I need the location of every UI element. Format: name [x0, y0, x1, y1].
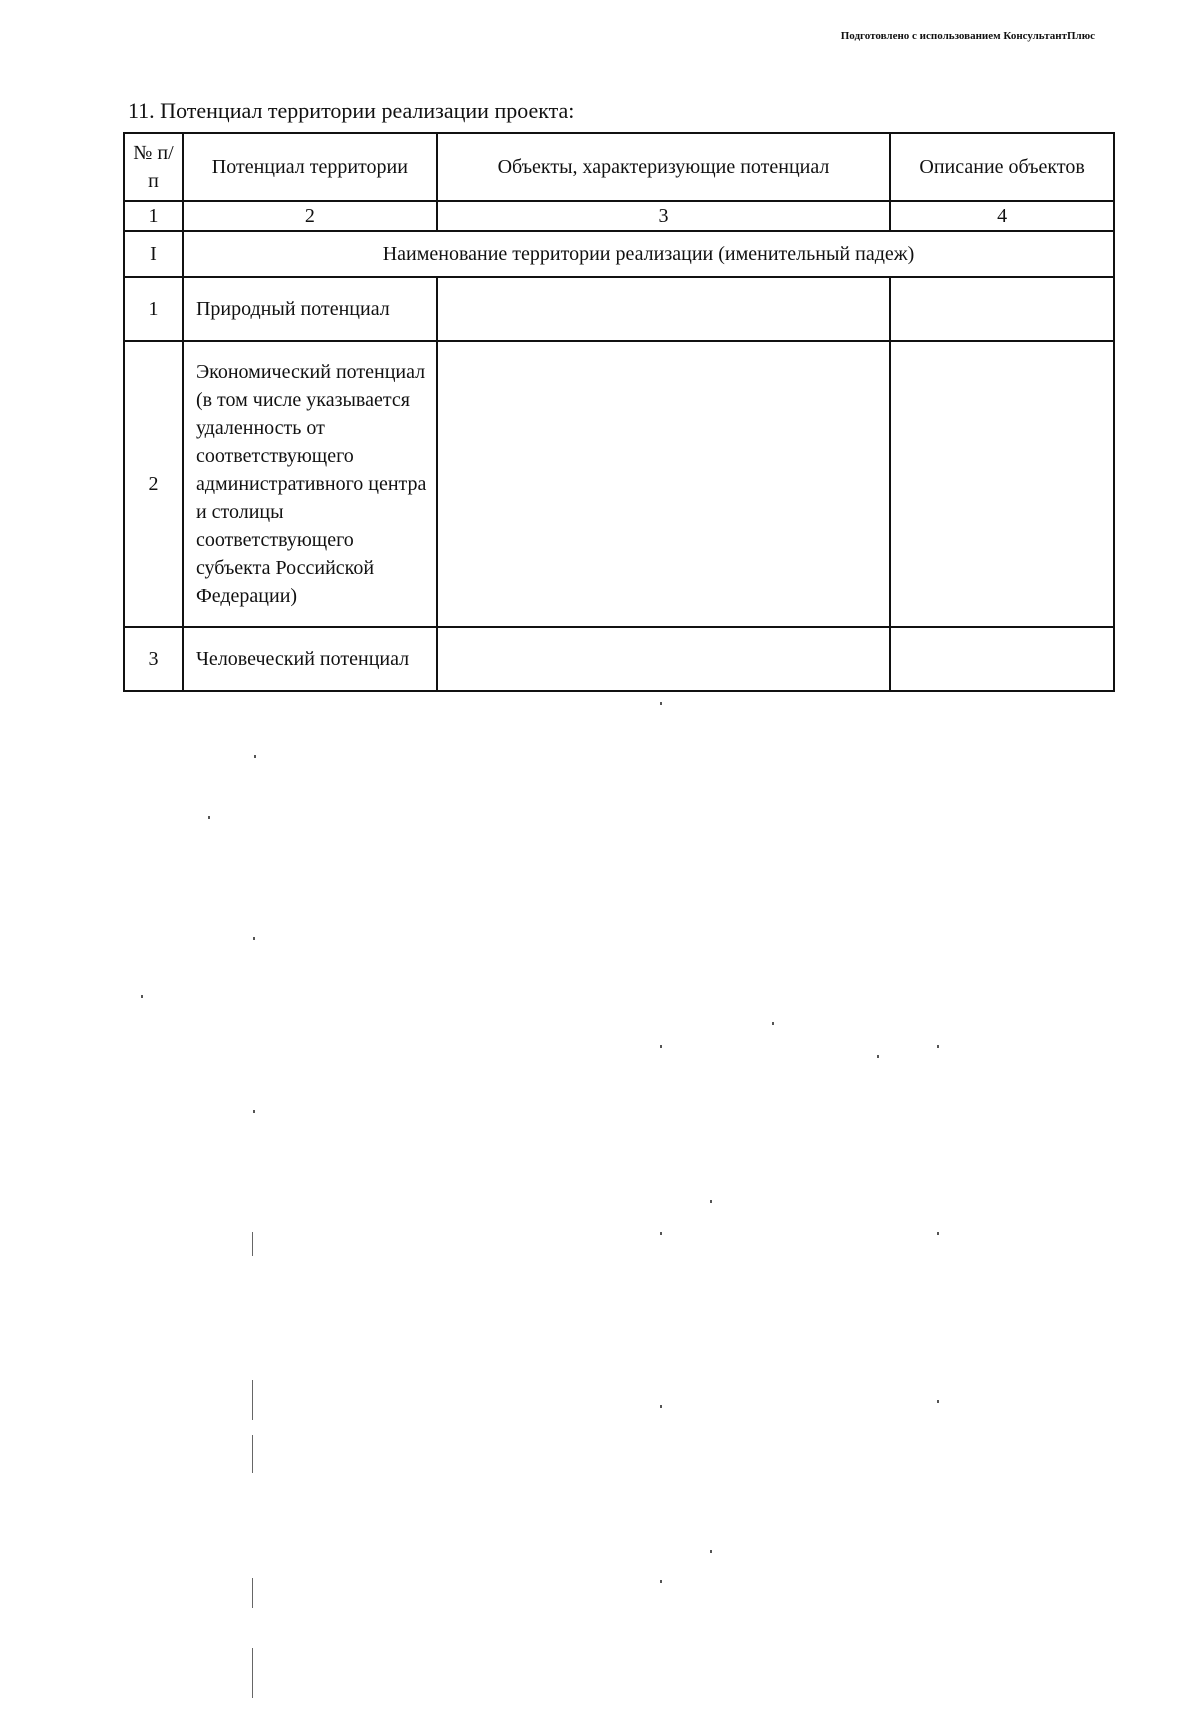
- row-potential: Природный потенциал: [183, 277, 437, 341]
- table-row: [124, 277, 1114, 341]
- row-number: 2: [124, 341, 183, 627]
- row-objects-cell[interactable]: [437, 341, 890, 627]
- scan-speck: [660, 1580, 662, 1583]
- scan-speck: [710, 1200, 712, 1203]
- scan-speck: [254, 755, 256, 758]
- row-potential: Экономический потенциал (в том числе указывается удаленность от соответствующего административного центра и столицы соответствующего субъекта Российской Федерации): [183, 341, 437, 627]
- table-row: [124, 341, 1114, 627]
- scan-speck: [710, 1550, 712, 1553]
- scan-speck: [937, 1232, 939, 1235]
- row-objects-cell[interactable]: [437, 277, 890, 341]
- row-objects-cell[interactable]: [437, 627, 890, 691]
- scan-speck: [877, 1055, 879, 1058]
- table-row: [124, 627, 1114, 691]
- scan-line: [252, 1578, 253, 1608]
- row-description-cell[interactable]: [890, 341, 1114, 627]
- scan-speck: [660, 1045, 662, 1048]
- column-index-2: 2: [183, 201, 437, 231]
- column-index-1: 1: [124, 201, 183, 231]
- scan-speck: [772, 1022, 774, 1025]
- section-title: 11. Потенциал территории реализации проекта:: [128, 98, 575, 123]
- table-column-index-row: [124, 201, 1114, 231]
- scan-speck: [937, 1045, 939, 1048]
- column-header-objects: Объекты, характеризующие потенциал: [437, 133, 890, 201]
- scan-line: [252, 1232, 253, 1256]
- scan-line: [252, 1380, 253, 1420]
- row-description-cell[interactable]: [890, 277, 1114, 341]
- scan-speck: [253, 1110, 255, 1113]
- scan-speck: [660, 702, 662, 705]
- table-section-row: [124, 231, 1114, 277]
- column-index-4: 4: [890, 201, 1114, 231]
- scan-speck: [937, 1400, 939, 1403]
- scan-speck: [141, 995, 143, 998]
- scan-line: [252, 1435, 253, 1473]
- row-number: 3: [124, 627, 183, 691]
- column-header-number: № п/п: [124, 133, 183, 201]
- column-header-potential: Потенциал территории: [183, 133, 437, 201]
- row-number: 1: [124, 277, 183, 341]
- scan-line: [252, 1648, 253, 1698]
- column-index-3: 3: [437, 201, 890, 231]
- potential-table: [123, 132, 1115, 692]
- row-potential: Человеческий потенциал: [183, 627, 437, 691]
- row-description-cell[interactable]: [890, 627, 1114, 691]
- document-source-note: Подготовлено с использованием КонсультантПлюс: [840, 30, 1095, 42]
- column-header-description: Описание объектов: [890, 133, 1114, 201]
- scan-speck: [253, 937, 255, 940]
- scan-speck: [208, 816, 210, 819]
- table-header-row: [124, 133, 1114, 201]
- scan-speck: [660, 1405, 662, 1408]
- section-row-number: I: [124, 231, 183, 277]
- section-row-label: Наименование территории реализации (именительный падеж): [183, 231, 1114, 277]
- scan-speck: [660, 1232, 662, 1235]
